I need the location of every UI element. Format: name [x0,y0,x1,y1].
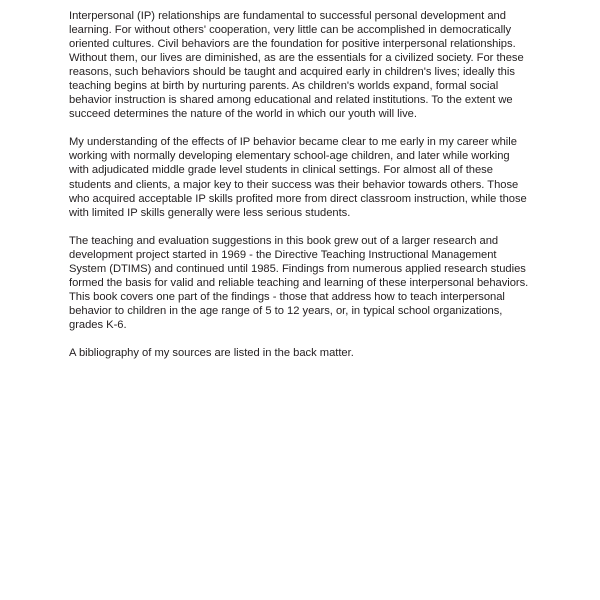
body-text-column [69,9,530,360]
body-paragraph-3: The teaching and evaluation suggestions in this book grew out of a larger research and development project started in 1969 - the Directive Teaching Instructional Management System (DTIMS) and continued until 1985. Findings from numerous applied research studies formed the basis for valid and reliable teaching and learning of these interpersonal behaviors. This book covers one part of the findings - those that address how to teach interpersonal behavior to children in the age range of 5 to 12 years, or, in typical school organizations, grades K-6. [69,234,529,331]
body-paragraph-4: A bibliography of my sources are listed in the back matter. [69,346,354,359]
body-paragraph-1: Interpersonal (IP) relationships are fundamental to successful personal development and learning. For without others' cooperation, very little can be accomplished in democratically oriented cultures. Civil behaviors are the foundation for positive interpersonal relationships. Without them, our lives are diminished, as are the essentials for a civilized society. For these reasons, such behaviors should be taught and acquired early in children's lives; ideally this teaching begins at birth by nurturing parents. As children's worlds expand, formal social behavior instruction is shared among educational and related institutions. To the extent we succeed determines the nature of the world in which our youth will live. [69,10,524,121]
body-paragraph-2: My understanding of the effects of IP behavior became clear to me early in my career while working with normally developing elementary school-age children, and later while working with adjudicated middle grade level students in clinical settings. For almost all of these students and clients, a major key to their success was their behavior towards others. Those who acquired acceptable IP skills profited more from direct classroom instruction, while those with limited IP skills generally were less serious students. [69,136,527,219]
